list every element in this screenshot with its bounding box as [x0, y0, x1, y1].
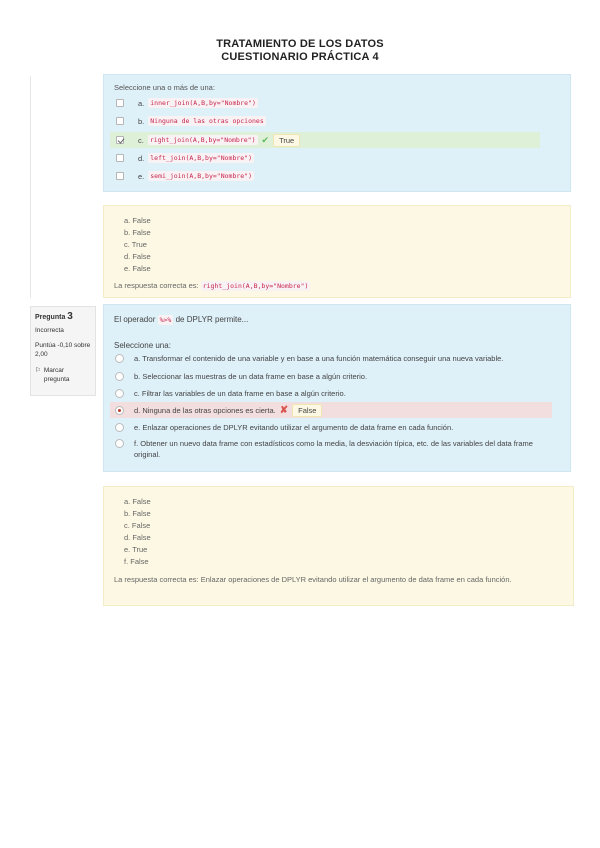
q3-option-text: e. Enlazar operaciones de DPLYR evitando utilizar el argumento de data frame en cada función.	[134, 422, 454, 432]
q3-option-text: c. Filtrar las variables de un data frame en base a algún criterio.	[134, 388, 346, 398]
feedback-line: e. True	[124, 545, 148, 554]
q3-false-badge: False	[292, 404, 322, 417]
q3-option-a[interactable]	[115, 351, 503, 365]
feedback-line: b. False	[124, 228, 151, 237]
title-line-2: CUESTIONARIO PRÁCTICA 4	[221, 51, 379, 63]
question-number	[35, 311, 91, 322]
q3-question-prefix: El operador	[114, 315, 156, 324]
q3-question-suffix: de DPLYR permite...	[175, 315, 249, 324]
answer-code: right_join(A,B,by="Nombre")	[202, 282, 309, 290]
q2-option-d[interactable]	[116, 151, 254, 165]
q2-option-code: inner_join(A,B,by="Nombre")	[150, 99, 256, 107]
feedback-line: e. False	[124, 264, 151, 273]
feedback-line: c. True	[124, 240, 147, 249]
q2-checkbox-e[interactable]	[116, 172, 124, 180]
q3-feedback-box	[103, 486, 574, 606]
feedback-line: c. False	[124, 521, 151, 530]
flag-icon: ⚐	[35, 367, 41, 374]
feedback-line: f. False	[124, 557, 149, 566]
q2-checkbox-b[interactable]	[116, 117, 124, 125]
q3-question-text	[114, 315, 248, 324]
q3-option-c[interactable]	[115, 386, 346, 400]
q2-option-code: right_join(A,B,by="Nombre")	[149, 136, 256, 144]
q2-option-c[interactable]	[116, 133, 300, 147]
q3-option-f[interactable]	[115, 438, 555, 460]
q3-option-d[interactable]	[115, 403, 322, 417]
q3-option-e[interactable]	[115, 420, 453, 434]
feedback-line: d. False	[124, 252, 151, 261]
q3-info-panel	[30, 306, 96, 396]
q2-correct-answer	[114, 281, 310, 290]
q2-option-code: semi_join(A,B,by="Nombre")	[150, 172, 253, 180]
q2-checkbox-c[interactable]	[116, 136, 124, 144]
q2-true-badge: True	[273, 134, 300, 147]
flag-label: Marcar pregunta	[43, 367, 70, 383]
q2-checkbox-a[interactable]	[116, 99, 124, 107]
q3-option-text: d. Ninguna de las otras opciones es cierta.	[134, 405, 276, 415]
correct-check-icon: ✔	[261, 134, 270, 145]
sidebar-divider	[30, 76, 31, 298]
question-label: Pregunta	[35, 314, 66, 321]
q2-option-code: Ninguna de las otras opciones	[150, 117, 264, 125]
q3-option-text: a. Transformar el contenido de una variable y en base a una función matemática conseguir una nueva variable.	[134, 353, 504, 363]
question-status: Incorrecta	[35, 327, 64, 334]
question-num: 3	[67, 311, 73, 322]
flag-question[interactable]	[35, 366, 91, 384]
incorrect-cross-icon: ✘	[279, 404, 289, 416]
q2-option-letter: e.	[138, 171, 145, 181]
q3-option-text: f. Obtener un nuevo data frame con estadísticos como la media, la desviación típica, etc. de las variables del data frame original.	[134, 439, 533, 459]
feedback-line: d. False	[124, 533, 151, 542]
q3-radio-f[interactable]	[115, 439, 124, 448]
q2-option-letter: c.	[138, 135, 144, 145]
title-line-1: TRATAMIENTO DE LOS DATOS	[216, 38, 384, 50]
q2-checkbox-d[interactable]	[116, 154, 124, 162]
q3-radio-c[interactable]	[115, 389, 124, 398]
q2-feedback-box	[103, 205, 571, 298]
feedback-line: a. False	[124, 497, 151, 506]
q3-option-text: b. Seleccionar las muestras de un data frame en base a algún criterio.	[134, 371, 368, 381]
q2-option-e[interactable]	[116, 169, 254, 183]
q2-option-letter: d.	[138, 153, 145, 163]
q3-instruction: Seleccione una:	[114, 341, 171, 350]
feedback-line: a. False	[124, 216, 151, 225]
answer-prefix: La respuesta correcta es:	[114, 281, 199, 290]
q3-radio-d[interactable]	[115, 406, 124, 415]
feedback-line: b. False	[124, 509, 151, 518]
q2-option-a[interactable]	[116, 96, 258, 110]
q2-instruction: Seleccione una o más de una:	[114, 83, 215, 92]
q2-option-code: left_join(A,B,by="Nombre")	[150, 154, 253, 162]
q3-radio-b[interactable]	[115, 372, 124, 381]
q3-question-code: %>%	[159, 316, 172, 324]
q2-option-letter: a.	[138, 98, 145, 108]
q3-correct-answer: La respuesta correcta es: Enlazar operaciones de DPLYR evitando utilizar el argumento de data frame en cada función.	[114, 575, 512, 584]
q2-option-b[interactable]	[116, 114, 266, 128]
q2-option-letter: b.	[138, 116, 145, 126]
page-title	[0, 38, 600, 64]
q3-radio-a[interactable]	[115, 354, 124, 363]
question-score: Puntúa -0,10 sobre 2,00	[35, 342, 91, 358]
q3-option-b[interactable]	[115, 369, 367, 383]
q3-radio-e[interactable]	[115, 423, 124, 432]
